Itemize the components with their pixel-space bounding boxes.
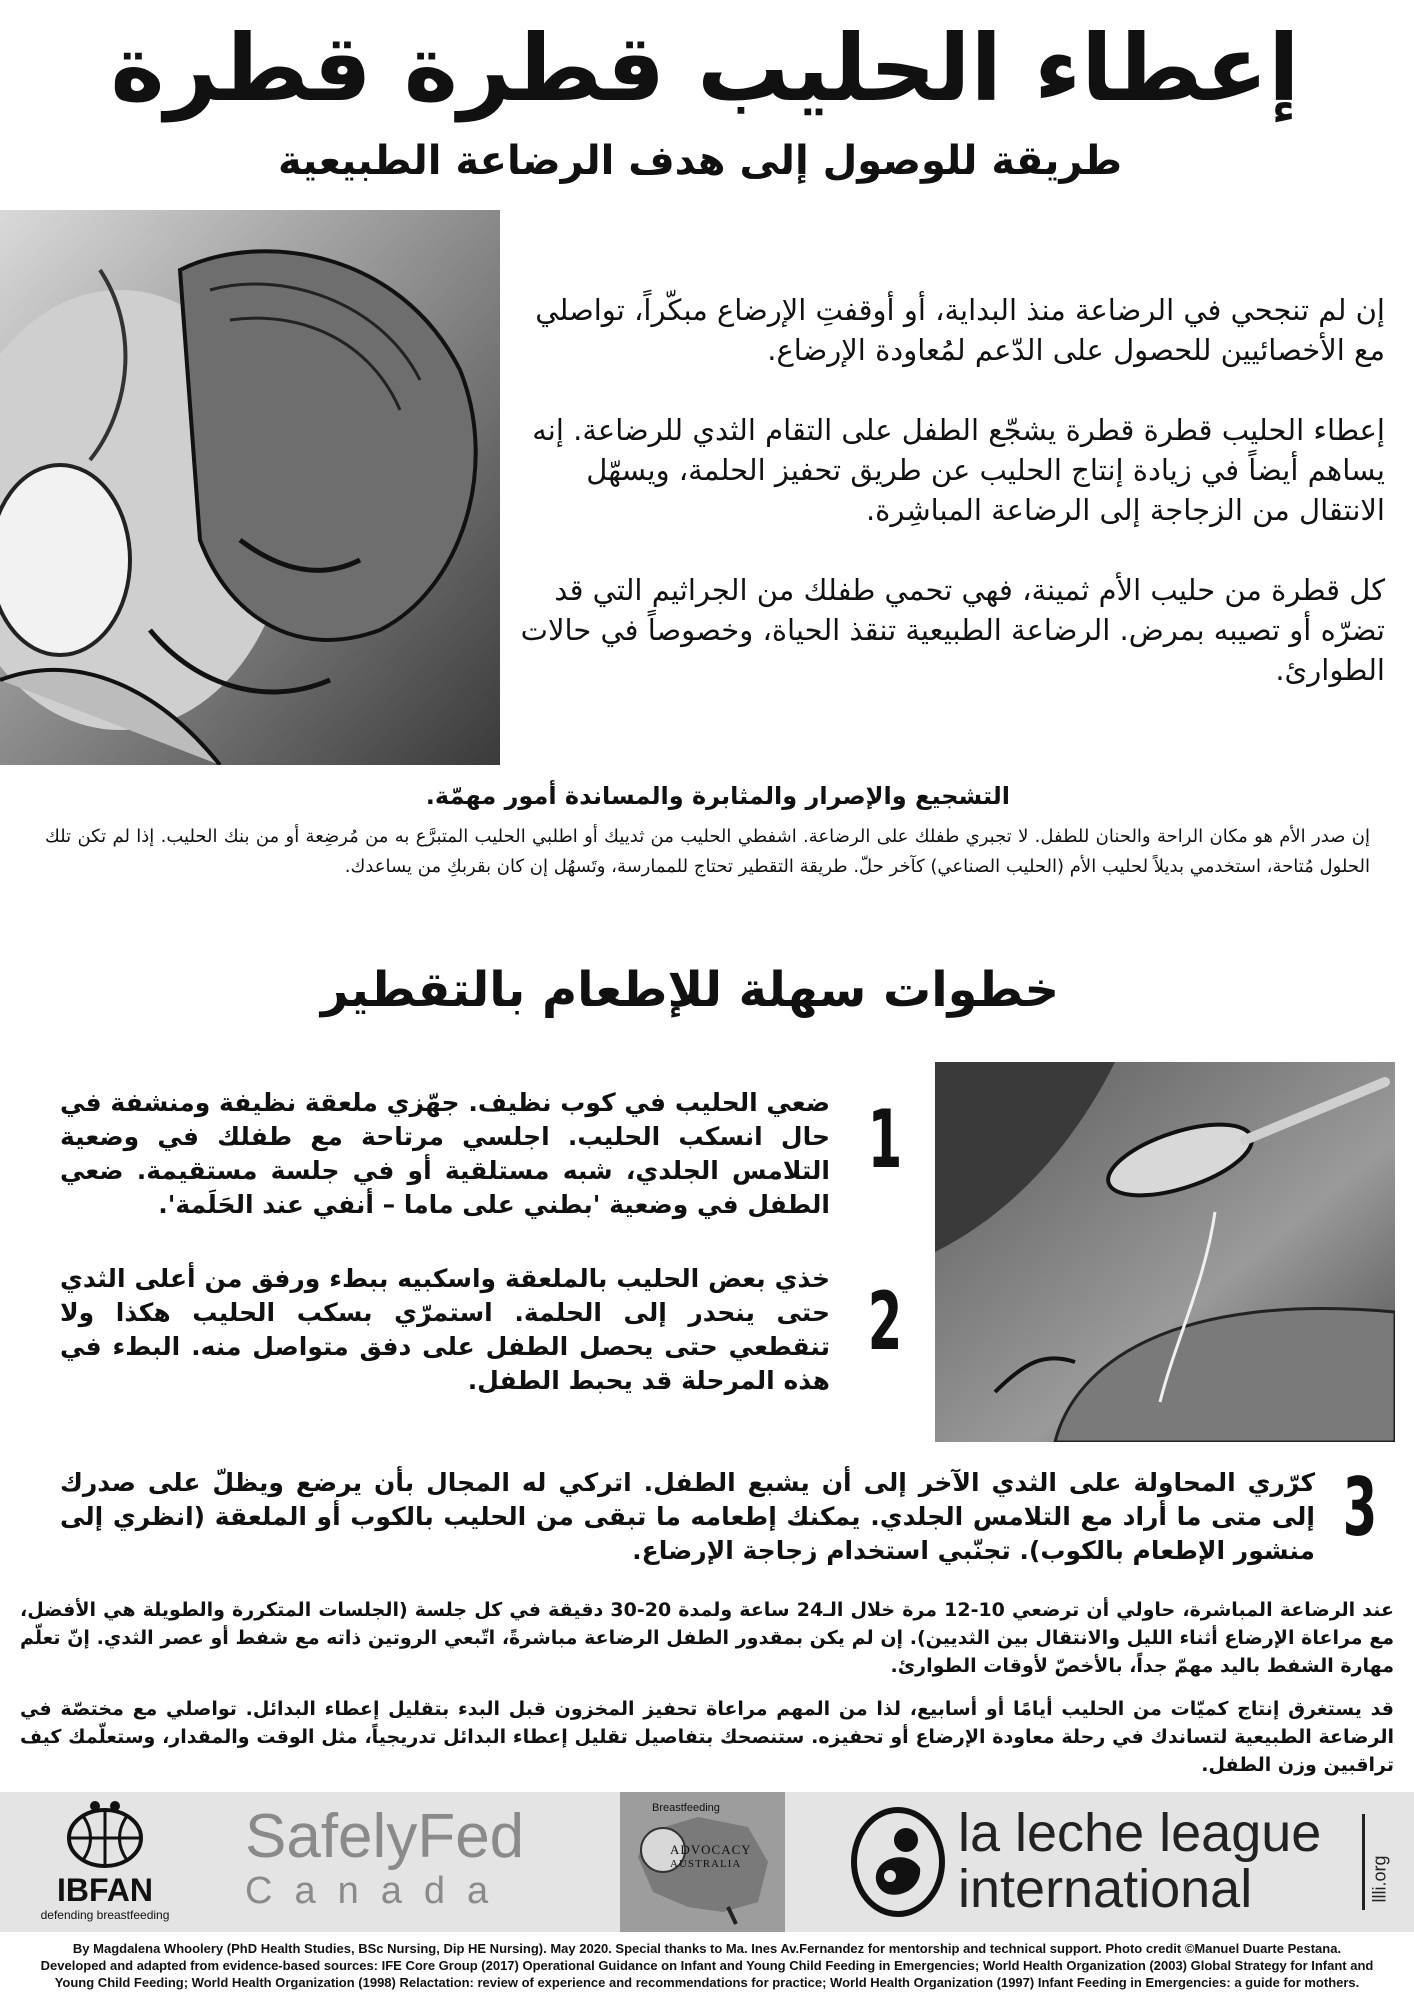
step-number-1: 1 bbox=[867, 1093, 903, 1186]
footer-line-2: Developed and adapted from evidence-based sources: IFE Core Group (2017) Operational Guidance on Infant and Young Child Feeding in Emergencies; World Health Organization (2003) Global Strategy for Infant and Young Child Feeding; World Health Organization (1998) Relactation: review of experience and recommendations for practice; World Health Organization (1997) Infant Feeding in Emergencies: a guide for mothers. bbox=[40, 1958, 1374, 1990]
safelyfed-logo bbox=[245, 1802, 565, 1916]
intro-paragraph: إن لم تنجحي في الرضاعة منذ البداية، أو أوقفتِ الإرضاع مبكّراً، تواصلي مع الأخصائيين للحصول على الدّعم لمُعاودة الإرضاع. bbox=[535, 293, 1385, 367]
footer-line-1: By Magdalena Whoolery (PhD Health Studies, BSc Nursing, Dip HE Nursing). May 2020. Special thanks to Ma. Ines Av.Fernandez for mentorship and technical support. Photo credit ©Manuel Duarte Pestana. bbox=[72, 1941, 1342, 1956]
lll-logo bbox=[850, 1804, 1390, 1922]
encouragement-heading: التشجيع والإصرار والمثابرة والمساندة أمور مهمّة. bbox=[425, 782, 1010, 810]
baa-line3: AUSTRALIA bbox=[670, 1858, 742, 1870]
intro-text bbox=[515, 290, 1385, 730]
intro-paragraph: كل قطرة من حليب الأم ثمينة، فهي تحمي طفلك من الجراثيم التي قد تضرّه أو تصيبه بمرض. الرضاعة الطبيعية تنقذ الحياة، وخصوصاً في حالات الطوارئ. bbox=[520, 573, 1385, 687]
spoon-feeding-photo bbox=[935, 1062, 1395, 1442]
lll-divider bbox=[1362, 1814, 1365, 1910]
footer-credits bbox=[20, 1940, 1394, 1991]
step-text-3: كرّري المحاولة على الثدي الآخر إلى أن يشبع الطفل. اتركي له المجال بأن يرضع ويظلّ على صدرك إلى متى ما أراد مع التلامس الجلدي. يمكنك إطعامه ما تبقى من الحليب بالكوب أو الملعقة (انظري إلى منشور الإطعام بالكوب). تجنّبي استخدام زجاجة الإرضاع. bbox=[60, 1468, 1315, 1565]
breastfeeding-photo bbox=[0, 210, 500, 765]
logo-band bbox=[0, 1792, 1414, 1932]
ibfan-logo bbox=[25, 1800, 185, 1924]
step-text-2: خذي بعض الحليب بالملعقة واسكبيه ببطء ورفق من أعلى الثدي حتى ينحدر إلى الحلمة. استمرّي بسكب الحليب هكذا ولا تنقطعي حتى يحصل الطفل على دفق متواصل منه. البطء في هذه المرحلة قد يحبط الطفل. bbox=[60, 1264, 830, 1395]
step-number-2: 2 bbox=[867, 1275, 903, 1368]
intro-paragraph: إعطاء الحليب قطرة قطرة يشجّع الطفل على التقام الثدي للرضاعة. إنه يساهم أيضاً في زيادة إنتاج الحليب عن طريق تحفيز الحلمة، ويسهّل الانتقال من الزجاجة إلى الرضاعة المباشِرة. bbox=[532, 413, 1385, 527]
note-paragraph-1: عند الرضاعة المباشرة، حاولي أن ترضعي 10-12 مرة خلال الـ24 ساعة ولمدة 20-30 دقيقة في كل جلسة (الجلسات المتكررة والطويلة هي الأفضل، مع مراعاة الإرضاع أثناء الليل والانتقال بين الثديين). إن لم يكن بمقدور الطفل الرضاعة مباشرةً، اتّبعي الروتين ذاته مع شفط أو عصر الثدي. إنّ تعلّم مهارة الشفط باليد مهمّ جداً، بالأخصّ لأوقات الطوارئ. bbox=[20, 1599, 1394, 1677]
encouragement-body: إن صدر الأم هو مكان الراحة والحنان للطفل. لا تجبري طفلك على الرضاعة. اشفطي الحليب من ثدييك أو اطلبي الحليب المتبرَّع به من مُرضِعة أو من بنك الحليب. إذا لم تكن تلك الحلول مُتاحة، استخدمي بديلاً لحليب الأم (الحليب الصناعي) كآخر حلّ. طريقة التقطير تحتاج للممارسة، وتَسهُل إن كان بقربكِ من يساعدك. bbox=[45, 826, 1370, 877]
ibfan-tagline: defending breastfeeding bbox=[40, 1908, 170, 1922]
baa-logo bbox=[620, 1792, 785, 1932]
baa-line2: ADVOCACY bbox=[670, 1842, 752, 1857]
page-subtitle: طريقة للوصول إلى هدف الرضاعة الطبيعية bbox=[277, 138, 1122, 184]
page-title: إعطاء الحليب قطرة قطرة bbox=[110, 15, 1300, 122]
ibfan-name: IBFAN bbox=[57, 1872, 153, 1908]
safelyfed-title: SafelyFed bbox=[245, 1802, 525, 1871]
baa-line1: Breastfeeding bbox=[652, 1802, 720, 1814]
step-number-3: 3 bbox=[1342, 1461, 1378, 1554]
lll-line1: la leche league bbox=[958, 1803, 1322, 1863]
note-paragraph-2: قد يستغرق إنتاج كميّات من الحليب أيامًا أو أسابيع، لذا من المهم مراعاة تحفيز المخزون قبل البدء بتقليل إعطاء البدائل. تواصلي مع مختصّة في الرضاعة الطبيعية لتساندك في رحلة معاودة الإرضاع أو تحفيزه. ستنصحك بتفاصيل تقليل إعطاء البدائل تدريجياً، مثل الوقت والمقدار، وستعلّمك كيف تراقبين وزن الطفل. bbox=[20, 1698, 1394, 1776]
safelyfed-subtitle: Canada bbox=[245, 1870, 511, 1912]
lll-website: llli.org bbox=[1369, 1855, 1390, 1903]
step-text-1: ضعي الحليب في كوب نظيف. جهّزي ملعقة نظيفة ومنشفة في حال انسكب الحليب. اجلسي مرتاحة مع طفلك في وضعية التلامس الجلدي، شبه مستلقية أو في جلسة مستقيمة. ضعي الطفل في وضعية 'بطني على ماما – أنفي عند الحَلَمة'. bbox=[60, 1088, 830, 1219]
steps-title: خطوات سهلة للإطعام بالتقطير bbox=[320, 962, 1060, 1018]
lll-line2: international bbox=[958, 1859, 1253, 1919]
